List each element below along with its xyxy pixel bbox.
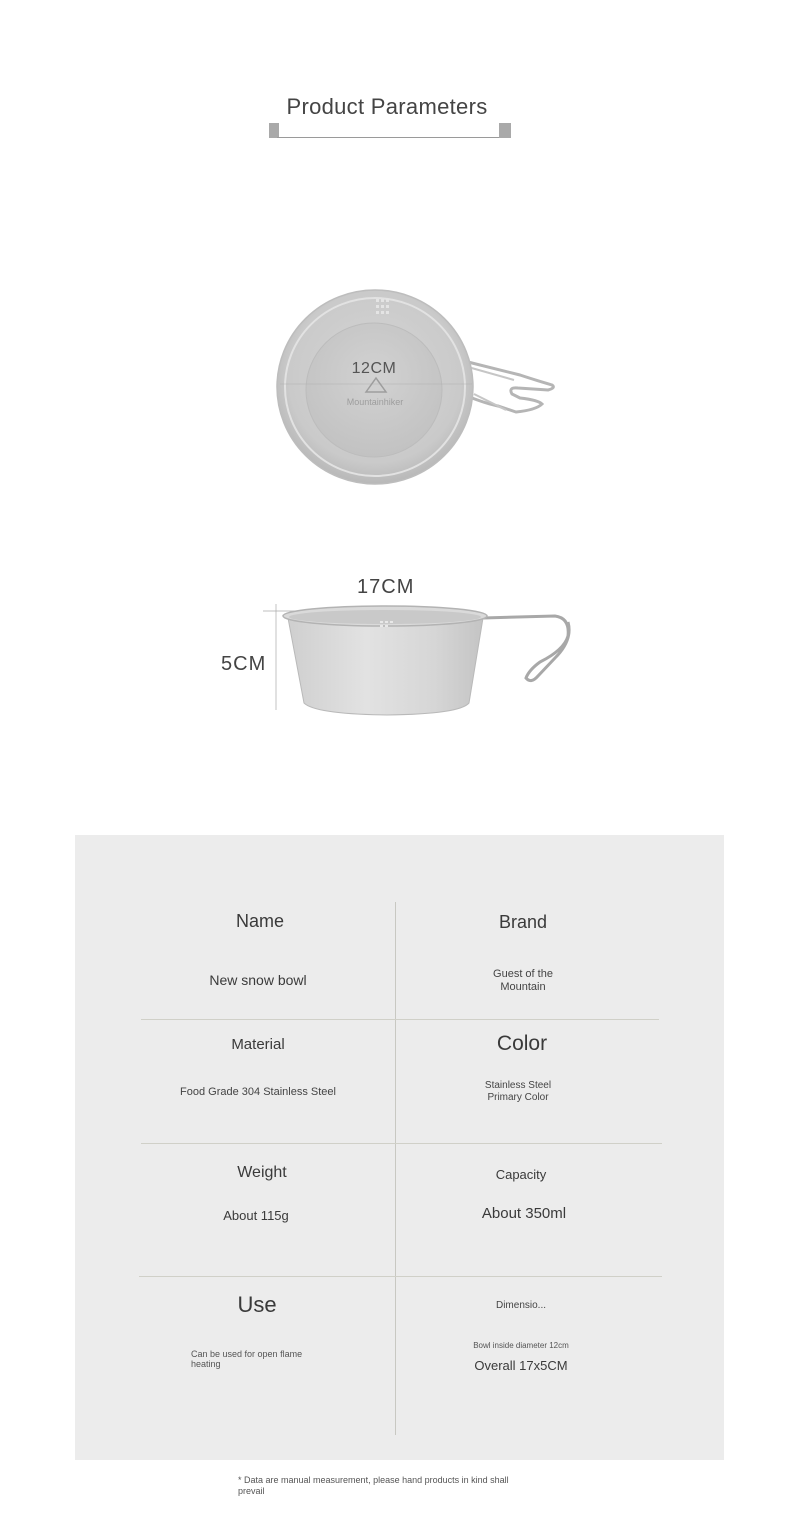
title-underline (277, 137, 499, 138)
spec-material-label: Material (231, 1036, 285, 1053)
bowl-side-view-illustration (255, 590, 585, 725)
inside-diameter-label: 12CM (351, 360, 397, 377)
spec-capacity-value: About 350ml (481, 1205, 567, 1222)
spec-dimension-value-line1: Bowl inside diameter 12cm (473, 1341, 569, 1350)
title-underline-right-tick (499, 123, 511, 138)
spec-row-divider-2 (141, 1143, 662, 1144)
spec-color-value (438, 1080, 598, 1104)
spec-panel (75, 835, 724, 1460)
overall-width-label: 17CM (357, 576, 415, 598)
spec-capacity-label: Capacity (495, 1167, 547, 1182)
spec-brand-value-line1: Guest of the (493, 968, 553, 980)
spec-dimension-value-line2: Overall 17x5CM (474, 1358, 568, 1373)
spec-color-label: Color (496, 1032, 548, 1055)
bowl-top-view-illustration (270, 282, 570, 492)
height-label: 5CM (221, 653, 267, 675)
spec-use-value (191, 1349, 302, 1369)
spec-weight-value: About 115g (223, 1208, 289, 1223)
spec-material-value: Food Grade 304 Stainless Steel (180, 1086, 336, 1098)
spec-color-value-line1: Stainless Steel (484, 1080, 552, 1091)
page-title: Product Parameters (286, 94, 488, 119)
spec-weight-label: Weight (237, 1164, 287, 1181)
spec-use-value-line1: Can be used for open flame (191, 1349, 303, 1359)
measurement-disclaimer-line2: prevail (238, 1486, 265, 1496)
measurement-disclaimer (238, 1475, 548, 1497)
spec-row-divider-3 (139, 1276, 662, 1277)
spec-row-divider-1 (141, 1019, 659, 1020)
bowl-side-view-image (255, 590, 585, 725)
spec-column-divider (395, 902, 396, 1435)
brand-logo-text: Mountainhiker (346, 397, 404, 407)
spec-color-value-line2: Primary Color (487, 1092, 549, 1103)
bowl-top-view-image (270, 282, 570, 492)
title-underline-left-tick (269, 123, 279, 138)
spec-use-label: Use (237, 1292, 277, 1317)
measurement-disclaimer-line1: * Data are manual measurement, please hand products in kind shall (238, 1475, 509, 1485)
spec-brand-value-line2: Mountain (500, 981, 546, 993)
spec-use-value-line2: heating (191, 1359, 221, 1369)
spec-dimension-label: Dimensio... (495, 1300, 546, 1311)
spec-name-value: New snow bowl (209, 972, 307, 988)
spec-brand-value (443, 968, 603, 994)
spec-brand-label: Brand (498, 912, 548, 932)
spec-name-label: Name (235, 911, 284, 931)
